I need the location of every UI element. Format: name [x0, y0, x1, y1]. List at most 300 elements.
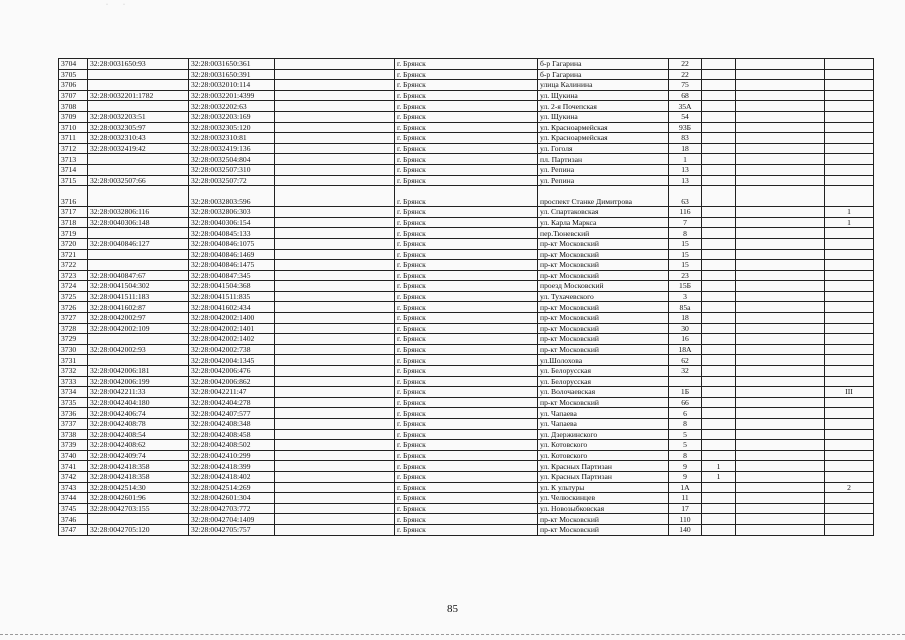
empty-column-cell: [275, 387, 395, 398]
extra-column-cell: [736, 482, 825, 493]
house-number-cell: 23: [669, 270, 702, 281]
empty-column-cell: [275, 334, 395, 345]
cadastral-number-parcel-cell: 32:28:0042002:93: [88, 344, 189, 355]
row-number-cell: 3747: [59, 524, 88, 535]
extra-column-cell: [736, 154, 825, 165]
house-number-cell: 85а: [669, 302, 702, 313]
empty-column-cell: [275, 408, 395, 419]
city-cell: г. Брянск: [395, 69, 538, 80]
category-cell: [825, 249, 874, 260]
table-row: [59, 238, 874, 249]
cadastral-number-parcel-cell: [88, 334, 189, 345]
cadastral-number-building-cell: 32:28:0032504:804: [189, 154, 275, 165]
empty-column-cell: [275, 164, 395, 175]
street-cell: ул. Котовского: [538, 450, 669, 461]
street-cell: проспект Станке Димитрова: [538, 186, 669, 207]
row-number-cell: 3731: [59, 355, 88, 366]
row-number-cell: 3724: [59, 281, 88, 292]
house-number-cell: 1А: [669, 482, 702, 493]
cadastral-number-parcel-cell: 32:28:0032806:116: [88, 207, 189, 218]
cadastral-number-parcel-cell: [88, 186, 189, 207]
city-cell: г. Брянск: [395, 207, 538, 218]
building-part-cell: [702, 143, 736, 154]
cadastral-number-building-cell: 32:28:0042211:47: [189, 387, 275, 398]
building-part-cell: [702, 90, 736, 101]
cadastral-number-building-cell: 32:28:0042002:1401: [189, 323, 275, 334]
house-number-cell: 32: [669, 366, 702, 377]
building-part-cell: [702, 376, 736, 387]
extra-column-cell: [736, 281, 825, 292]
category-cell: [825, 344, 874, 355]
empty-column-cell: [275, 344, 395, 355]
cadastral-number-building-cell: 32:28:0042004:1345: [189, 355, 275, 366]
cadastral-number-parcel-cell: [88, 249, 189, 260]
extra-column-cell: [736, 69, 825, 80]
empty-column-cell: [275, 302, 395, 313]
city-cell: г. Брянск: [395, 302, 538, 313]
category-cell: III: [825, 387, 874, 398]
cadastral-number-building-cell: 32:28:0032507:310: [189, 164, 275, 175]
house-number-cell: 22: [669, 59, 702, 70]
row-number-cell: 3743: [59, 482, 88, 493]
city-cell: г. Брянск: [395, 101, 538, 112]
scan-speck: ·: [106, 2, 108, 8]
building-part-cell: [702, 270, 736, 281]
street-cell: ул. Волочаевская: [538, 387, 669, 398]
row-number-cell: 3710: [59, 122, 88, 133]
cadastral-number-parcel-cell: 32:28:0042404:180: [88, 397, 189, 408]
row-number-cell: 3720: [59, 238, 88, 249]
scan-speck: ·: [123, 2, 125, 8]
page-number: 85: [447, 603, 458, 615]
street-cell: ул. Дзержинского: [538, 429, 669, 440]
city-cell: г. Брянск: [395, 355, 538, 366]
cadastral-number-building-cell: 32:28:0042002:738: [189, 344, 275, 355]
city-cell: г. Брянск: [395, 323, 538, 334]
building-part-cell: [702, 281, 736, 292]
table-row: [59, 397, 874, 408]
street-cell: ул. Чапаева: [538, 419, 669, 430]
row-number-cell: 3715: [59, 175, 88, 186]
cadastral-number-building-cell: 32:28:0041602:434: [189, 302, 275, 313]
house-number-cell: 110: [669, 514, 702, 525]
street-cell: ул. Щукина: [538, 90, 669, 101]
empty-column-cell: [275, 281, 395, 292]
table-row: [59, 164, 874, 175]
house-number-cell: 15Б: [669, 281, 702, 292]
table-row: [59, 471, 874, 482]
empty-column-cell: [275, 503, 395, 514]
empty-column-cell: [275, 143, 395, 154]
city-cell: г. Брянск: [395, 450, 538, 461]
table-row: [59, 270, 874, 281]
cadastral-number-building-cell: 32:28:0042410:299: [189, 450, 275, 461]
row-number-cell: 3711: [59, 133, 88, 144]
house-number-cell: 8: [669, 419, 702, 430]
row-number-cell: 3708: [59, 101, 88, 112]
table-row: [59, 186, 874, 207]
empty-column-cell: [275, 323, 395, 334]
category-cell: [825, 228, 874, 239]
building-part-cell: [702, 302, 736, 313]
extra-column-cell: [736, 376, 825, 387]
building-part-cell: [702, 175, 736, 186]
cadastral-number-building-cell: 32:28:0042705:757: [189, 524, 275, 535]
house-number-cell: 116: [669, 207, 702, 218]
house-number-cell: 9: [669, 471, 702, 482]
house-number-cell: 68: [669, 90, 702, 101]
city-cell: г. Брянск: [395, 260, 538, 271]
house-number-cell: 18А: [669, 344, 702, 355]
table-row: [59, 80, 874, 91]
house-number-cell: 35А: [669, 101, 702, 112]
cadastral-number-building-cell: 32:28:0042408:458: [189, 429, 275, 440]
extra-column-cell: [736, 302, 825, 313]
building-part-cell: [702, 514, 736, 525]
empty-column-cell: [275, 122, 395, 133]
empty-column-cell: [275, 249, 395, 260]
street-cell: пр-кт Московский: [538, 514, 669, 525]
city-cell: г. Брянск: [395, 133, 538, 144]
table-row: [59, 376, 874, 387]
table-row: [59, 281, 874, 292]
cadastral-number-building-cell: 32:28:0040846:1475: [189, 260, 275, 271]
category-cell: [825, 397, 874, 408]
house-number-cell: 54: [669, 111, 702, 122]
house-number-cell: 3: [669, 291, 702, 302]
cadastral-number-parcel-cell: 32:28:0042601:96: [88, 493, 189, 504]
extra-column-cell: [736, 461, 825, 472]
extra-column-cell: [736, 238, 825, 249]
building-part-cell: [702, 366, 736, 377]
cadastral-number-building-cell: 32:28:0042408:502: [189, 440, 275, 451]
empty-column-cell: [275, 429, 395, 440]
building-part-cell: 1: [702, 461, 736, 472]
cadastral-number-parcel-cell: 32:28:0042408:54: [88, 429, 189, 440]
building-part-cell: [702, 111, 736, 122]
cadastral-number-parcel-cell: 32:28:0032203:51: [88, 111, 189, 122]
row-number-cell: 3740: [59, 450, 88, 461]
category-cell: [825, 101, 874, 112]
table-row: [59, 387, 874, 398]
extra-column-cell: [736, 175, 825, 186]
category-cell: [825, 450, 874, 461]
empty-column-cell: [275, 260, 395, 271]
empty-column-cell: [275, 524, 395, 535]
extra-column-cell: [736, 164, 825, 175]
category-cell: [825, 503, 874, 514]
building-part-cell: [702, 69, 736, 80]
cadastral-number-building-cell: 32:28:0031650:391: [189, 69, 275, 80]
extra-column-cell: [736, 503, 825, 514]
extra-column-cell: [736, 366, 825, 377]
cadastral-number-parcel-cell: [88, 514, 189, 525]
table-row: [59, 217, 874, 228]
city-cell: г. Брянск: [395, 80, 538, 91]
street-cell: ул. Чапаева: [538, 408, 669, 419]
street-cell: проезд Московский: [538, 281, 669, 292]
empty-column-cell: [275, 514, 395, 525]
cadastral-number-building-cell: 32:28:0041504:368: [189, 281, 275, 292]
category-cell: 1: [825, 217, 874, 228]
house-number-cell: 15: [669, 238, 702, 249]
street-cell: ул. Красноармейская: [538, 133, 669, 144]
city-cell: г. Брянск: [395, 313, 538, 324]
city-cell: г. Брянск: [395, 408, 538, 419]
street-cell: б-р Гагарина: [538, 69, 669, 80]
cadastral-number-parcel-cell: 32:28:0031650:93: [88, 59, 189, 70]
house-number-cell: 16: [669, 334, 702, 345]
building-part-cell: [702, 419, 736, 430]
extra-column-cell: [736, 111, 825, 122]
cadastral-number-parcel-cell: [88, 101, 189, 112]
cadastral-number-parcel-cell: [88, 228, 189, 239]
cadastral-number-parcel-cell: 32:28:0041504:302: [88, 281, 189, 292]
cadastral-number-parcel-cell: 32:28:0040847:67: [88, 270, 189, 281]
street-cell: ул. Карла Маркса: [538, 217, 669, 228]
category-cell: [825, 90, 874, 101]
city-cell: г. Брянск: [395, 143, 538, 154]
row-number-cell: 3728: [59, 323, 88, 334]
table-row: [59, 313, 874, 324]
cadastral-number-building-cell: 32:28:0042408:348: [189, 419, 275, 430]
house-number-cell: 13: [669, 164, 702, 175]
extra-column-cell: [736, 524, 825, 535]
cadastral-number-parcel-cell: 32:28:0032201:1782: [88, 90, 189, 101]
table-row: [59, 175, 874, 186]
cadastral-number-parcel-cell: 32:28:0042406:74: [88, 408, 189, 419]
street-cell: пр-кт Московский: [538, 302, 669, 313]
cadastral-number-parcel-cell: 32:28:0032305:97: [88, 122, 189, 133]
extra-column-cell: [736, 133, 825, 144]
category-cell: [825, 111, 874, 122]
row-number-cell: 3738: [59, 429, 88, 440]
category-cell: [825, 133, 874, 144]
cadastral-number-parcel-cell: [88, 69, 189, 80]
cadastral-number-building-cell: 32:28:0042006:862: [189, 376, 275, 387]
extra-column-cell: [736, 440, 825, 451]
cadastral-number-building-cell: 32:28:0042404:278: [189, 397, 275, 408]
cadastral-number-parcel-cell: 32:28:0042705:120: [88, 524, 189, 535]
category-cell: [825, 355, 874, 366]
house-number-cell: 140: [669, 524, 702, 535]
cadastral-number-building-cell: 32:28:0040846:1469: [189, 249, 275, 260]
category-cell: [825, 291, 874, 302]
row-number-cell: 3725: [59, 291, 88, 302]
table-row: [59, 493, 874, 504]
extra-column-cell: [736, 419, 825, 430]
street-cell: улица Калинина: [538, 80, 669, 91]
city-cell: г. Брянск: [395, 387, 538, 398]
row-number-cell: 3737: [59, 419, 88, 430]
table-row: [59, 514, 874, 525]
row-number-cell: 3717: [59, 207, 88, 218]
category-cell: [825, 122, 874, 133]
street-cell: ул. Белорусская: [538, 376, 669, 387]
cadastral-number-building-cell: 32:28:0031650:361: [189, 59, 275, 70]
cadastral-number-building-cell: 32:28:0042514:269: [189, 482, 275, 493]
table-row: [59, 302, 874, 313]
cadastral-number-parcel-cell: 32:28:0042514:30: [88, 482, 189, 493]
cadastral-number-building-cell: 32:28:0032419:136: [189, 143, 275, 154]
empty-column-cell: [275, 69, 395, 80]
row-number-cell: 3727: [59, 313, 88, 324]
city-cell: г. Брянск: [395, 291, 538, 302]
category-cell: [825, 143, 874, 154]
cadastral-number-building-cell: 32:28:0042704:1409: [189, 514, 275, 525]
city-cell: г. Брянск: [395, 429, 538, 440]
city-cell: г. Брянск: [395, 461, 538, 472]
row-number-cell: 3734: [59, 387, 88, 398]
table-row: [59, 122, 874, 133]
empty-column-cell: [275, 291, 395, 302]
category-cell: [825, 59, 874, 70]
building-part-cell: [702, 408, 736, 419]
building-part-cell: [702, 228, 736, 239]
house-number-cell: 7: [669, 217, 702, 228]
cadastral-number-parcel-cell: 32:28:0042002:109: [88, 323, 189, 334]
city-cell: г. Брянск: [395, 217, 538, 228]
building-part-cell: [702, 397, 736, 408]
street-cell: ул. Репина: [538, 175, 669, 186]
table-row: [59, 228, 874, 239]
building-part-cell: [702, 164, 736, 175]
extra-column-cell: [736, 186, 825, 207]
extra-column-cell: [736, 80, 825, 91]
extra-column-cell: [736, 493, 825, 504]
category-cell: [825, 524, 874, 535]
table-row: [59, 334, 874, 345]
table-row: [59, 344, 874, 355]
row-number-cell: 3735: [59, 397, 88, 408]
row-number-cell: 3741: [59, 461, 88, 472]
extra-column-cell: [736, 291, 825, 302]
building-part-cell: [702, 355, 736, 366]
city-cell: г. Брянск: [395, 397, 538, 408]
street-cell: ул. Белорусская: [538, 366, 669, 377]
street-cell: б-р Гагарина: [538, 59, 669, 70]
empty-column-cell: [275, 482, 395, 493]
cadastral-number-building-cell: 32:28:0032201:4399: [189, 90, 275, 101]
cadastral-number-building-cell: 32:28:0042418:399: [189, 461, 275, 472]
extra-column-cell: [736, 90, 825, 101]
house-number-cell: 8: [669, 228, 702, 239]
house-number-cell: 17: [669, 503, 702, 514]
cadastral-number-parcel-cell: 32:28:0032419:42: [88, 143, 189, 154]
building-part-cell: [702, 249, 736, 260]
empty-column-cell: [275, 228, 395, 239]
extra-column-cell: [736, 143, 825, 154]
cadastral-number-parcel-cell: 32:28:0042006:181: [88, 366, 189, 377]
registry-table-body: [59, 59, 874, 536]
house-number-cell: [669, 376, 702, 387]
building-part-cell: [702, 334, 736, 345]
row-number-cell: 3730: [59, 344, 88, 355]
row-number-cell: 3726: [59, 302, 88, 313]
building-part-cell: [702, 524, 736, 535]
building-part-cell: [702, 344, 736, 355]
cadastral-number-building-cell: 32:28:0040846:1075: [189, 238, 275, 249]
house-number-cell: 1Б: [669, 387, 702, 398]
extra-column-cell: [736, 217, 825, 228]
table-row: [59, 90, 874, 101]
empty-column-cell: [275, 270, 395, 281]
table-row: [59, 482, 874, 493]
row-number-cell: 3736: [59, 408, 88, 419]
category-cell: [825, 471, 874, 482]
house-number-cell: 63: [669, 186, 702, 207]
table-row: [59, 450, 874, 461]
cadastral-number-parcel-cell: 32:28:0042418:358: [88, 461, 189, 472]
cadastral-number-building-cell: 32:28:0032310:81: [189, 133, 275, 144]
building-part-cell: [702, 440, 736, 451]
street-cell: пл. Партизан: [538, 154, 669, 165]
building-part-cell: 1: [702, 471, 736, 482]
empty-column-cell: [275, 111, 395, 122]
extra-column-cell: [736, 514, 825, 525]
building-part-cell: [702, 186, 736, 207]
street-cell: пр-кт Московский: [538, 313, 669, 324]
street-cell: ул. Котовского: [538, 440, 669, 451]
cadastral-number-building-cell: 32:28:0032803:596: [189, 186, 275, 207]
cadastral-number-parcel-cell: 32:28:0040846:127: [88, 238, 189, 249]
category-cell: [825, 260, 874, 271]
empty-column-cell: [275, 493, 395, 504]
city-cell: г. Брянск: [395, 366, 538, 377]
category-cell: [825, 69, 874, 80]
empty-column-cell: [275, 59, 395, 70]
empty-column-cell: [275, 217, 395, 228]
city-cell: г. Брянск: [395, 471, 538, 482]
category-cell: [825, 376, 874, 387]
row-number-cell: 3716: [59, 186, 88, 207]
category-cell: [825, 408, 874, 419]
building-part-cell: [702, 59, 736, 70]
city-cell: г. Брянск: [395, 270, 538, 281]
cadastral-number-building-cell: 32:28:0032203:169: [189, 111, 275, 122]
scan-edge-line: [0, 634, 905, 635]
table-row: [59, 503, 874, 514]
house-number-cell: 13: [669, 175, 702, 186]
cadastral-number-parcel-cell: 32:28:0042408:78: [88, 419, 189, 430]
category-cell: [825, 334, 874, 345]
street-cell: ул. Гоголя: [538, 143, 669, 154]
cadastral-number-building-cell: 32:28:0042002:1402: [189, 334, 275, 345]
row-number-cell: 3704: [59, 59, 88, 70]
street-cell: пр-кт Московский: [538, 238, 669, 249]
building-part-cell: [702, 122, 736, 133]
city-cell: г. Брянск: [395, 164, 538, 175]
empty-column-cell: [275, 450, 395, 461]
street-cell: пр-кт Московский: [538, 397, 669, 408]
city-cell: г. Брянск: [395, 334, 538, 345]
house-number-cell: 15: [669, 260, 702, 271]
table-row: [59, 408, 874, 419]
extra-column-cell: [736, 313, 825, 324]
row-number-cell: 3745: [59, 503, 88, 514]
street-cell: пр-кт Московский: [538, 524, 669, 535]
city-cell: г. Брянск: [395, 175, 538, 186]
table-row: [59, 143, 874, 154]
extra-column-cell: [736, 450, 825, 461]
building-part-cell: [702, 323, 736, 334]
city-cell: г. Брянск: [395, 440, 538, 451]
row-number-cell: 3739: [59, 440, 88, 451]
house-number-cell: 6: [669, 408, 702, 419]
empty-column-cell: [275, 419, 395, 430]
city-cell: г. Брянск: [395, 249, 538, 260]
extra-column-cell: [736, 101, 825, 112]
